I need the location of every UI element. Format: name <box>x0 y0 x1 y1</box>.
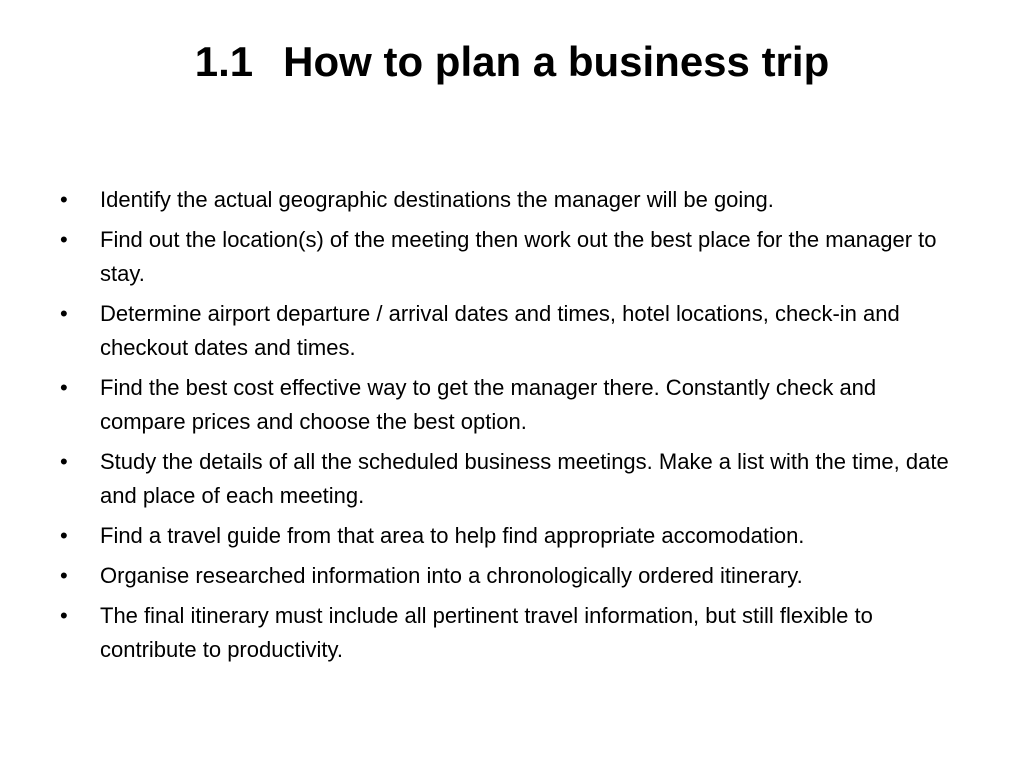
title-number: 1.1 <box>194 38 254 85</box>
bullet-icon: • <box>60 603 68 628</box>
bullet-item <box>60 445 960 513</box>
bullet-text: Determine airport departure / arrival dates and times, hotel locations, check-in and checkout dates and times. <box>100 301 900 360</box>
slide-title <box>0 30 1024 94</box>
bullet-text: Find the best cost effective way to get the manager there. Constantly check and compare prices and choose the best option. <box>100 375 877 434</box>
bullet-text: The final itinerary must include all pertinent travel information, but still flexible to contribute to productivity. <box>100 603 873 662</box>
bullet-item <box>60 599 960 667</box>
bullet-icon: • <box>60 375 68 400</box>
bullet-icon: • <box>60 301 68 326</box>
bullet-item <box>60 183 960 217</box>
bullet-item <box>60 371 960 439</box>
bullet-icon: • <box>60 523 68 548</box>
bullet-text: Organise researched information into a chronologically ordered itinerary. <box>100 563 803 588</box>
bullet-item <box>60 297 960 365</box>
bullet-item <box>60 559 960 593</box>
title-text: How to plan a business trip <box>283 38 830 85</box>
bullet-item <box>60 223 960 291</box>
bullet-text: Find a travel guide from that area to help find appropriate accomodation. <box>100 523 805 548</box>
bullet-list <box>60 183 960 673</box>
bullet-icon: • <box>60 227 68 252</box>
bullet-item <box>60 519 960 553</box>
bullet-text: Identify the actual geographic destinations the manager will be going. <box>100 187 774 212</box>
bullet-icon: • <box>60 449 68 474</box>
bullet-text: Find out the location(s) of the meeting then work out the best place for the manager to stay. <box>100 227 937 286</box>
bullet-icon: • <box>60 563 68 588</box>
bullet-icon: • <box>60 187 68 212</box>
bullet-text: Study the details of all the scheduled business meetings. Make a list with the time, date and place of each meeting. <box>100 449 949 508</box>
